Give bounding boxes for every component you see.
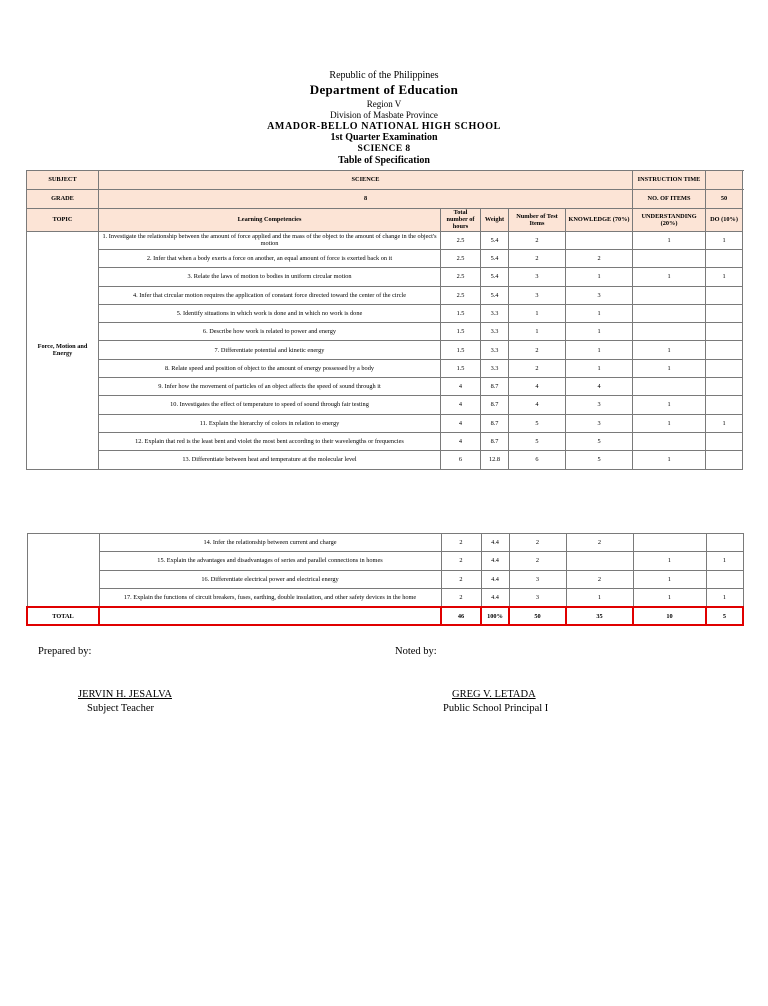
weight-cell: 8.7 (481, 396, 509, 414)
understanding-cell: 1 (633, 414, 706, 432)
principal-title: Public School Principal I (443, 703, 549, 714)
do-cell: 1 (706, 231, 743, 249)
knowledge-cell: 2 (566, 570, 633, 588)
weight-cell: 5.4 (481, 250, 509, 268)
total-items: 50 (509, 607, 566, 625)
knowledge-cell: 2 (566, 534, 633, 552)
knowledge-cell: 3 (566, 286, 633, 304)
knowledge-cell (566, 552, 633, 570)
hours-cell: 4 (441, 414, 481, 432)
knowledge-cell: 2 (566, 250, 633, 268)
table-row (27, 432, 743, 450)
competency-cell: 14. Infer the relationship between current and charge (99, 534, 441, 552)
hours-cell: 2.5 (441, 268, 481, 286)
principal-name: GREG V. LETADA (452, 689, 536, 700)
competency-cell: 5. Identify situations in which work is done and in which no work is done (99, 304, 441, 322)
weight-cell: 8.7 (481, 378, 509, 396)
instruction-time-label: INSTRUCTION TIME (633, 171, 706, 190)
competency-cell: 9. Infer how the movement of particles of an object affects the speed of sound through it (99, 378, 441, 396)
do-cell: 1 (706, 414, 743, 432)
competency-cell: 8. Relate speed and position of object to the amount of energy possessed by a body (99, 359, 441, 377)
do-cell: 1 (706, 588, 743, 607)
test-items-header: Number of Test Items (509, 209, 566, 232)
exam-title: 1st Quarter Examination (330, 132, 438, 143)
knowledge-cell: 1 (566, 323, 633, 341)
understanding-cell (633, 378, 706, 396)
items-cell: 3 (509, 570, 566, 588)
do-cell (706, 323, 743, 341)
do-cell (706, 396, 743, 414)
do-cell (706, 378, 743, 396)
knowledge-cell (566, 231, 633, 249)
understanding-cell: 1 (633, 341, 706, 359)
competency-cell: 3. Relate the laws of motion to bodies in uniform circular motion (99, 268, 441, 286)
subject-label: SUBJECT (27, 171, 99, 190)
understanding-cell: 1 (633, 451, 706, 469)
items-cell: 2 (509, 552, 566, 570)
table-row (27, 570, 743, 588)
subject-value: SCIENCE (99, 171, 633, 190)
understanding-cell (633, 250, 706, 268)
hours-cell: 2.5 (441, 250, 481, 268)
specification-table-bottom (26, 533, 744, 626)
table-row (27, 359, 743, 377)
understanding-cell: 1 (633, 359, 706, 377)
items-cell: 3 (509, 588, 566, 607)
table-row (27, 304, 743, 322)
weight-cell: 5.4 (481, 231, 509, 249)
table-row (27, 286, 743, 304)
teacher-title: Subject Teacher (87, 703, 154, 714)
specification-table-top (26, 170, 743, 470)
items-cell: 4 (509, 378, 566, 396)
table-row (27, 341, 743, 359)
weight-cell: 3.3 (481, 341, 509, 359)
grade-label: GRADE (27, 190, 99, 209)
competency-cell: 10. Investigates the effect of temperature to speed of sound through fair testing (99, 396, 441, 414)
weight-header: Weight (481, 209, 509, 232)
table-row (27, 268, 743, 286)
understanding-header: UNDERSTANDING (20%) (633, 209, 706, 232)
competency-cell: 4. Infer that circular motion requires the application of constant force directed toward the center of the circle (99, 286, 441, 304)
understanding-cell: 1 (633, 552, 706, 570)
knowledge-cell: 4 (566, 378, 633, 396)
do-cell (706, 432, 743, 450)
competency-cell: 11. Explain the hierarchy of colors in relation to energy (99, 414, 441, 432)
hours-cell: 1.5 (441, 304, 481, 322)
do-header: DO (10%) (706, 209, 743, 232)
hours-cell: 2.5 (441, 286, 481, 304)
total-hours: 46 (441, 607, 481, 625)
teacher-name: JERVIN H. JESALVA (78, 689, 172, 700)
do-cell (706, 359, 743, 377)
weight-cell: 4.4 (481, 552, 509, 570)
division-line: Division of Masbate Province (330, 110, 438, 120)
understanding-cell (633, 323, 706, 341)
competency-cell: 7. Differentiate potential and kinetic energy (99, 341, 441, 359)
items-cell: 3 (509, 286, 566, 304)
noted-by-label: Noted by: (395, 646, 437, 657)
hours-cell: 1.5 (441, 341, 481, 359)
do-cell (706, 534, 743, 552)
weight-cell: 3.3 (481, 323, 509, 341)
knowledge-cell: 1 (566, 359, 633, 377)
hours-header: Total number of hours (441, 209, 481, 232)
weight-cell: 12.8 (481, 451, 509, 469)
subject-title: SCIENCE 8 (357, 144, 411, 154)
competency-cell: 2. Infer that when a body exerts a force on another, an equal amount of force is exerted back on it (99, 250, 441, 268)
knowledge-cell: 5 (566, 432, 633, 450)
total-label: TOTAL (27, 607, 99, 625)
no-of-items-value: 50 (706, 190, 743, 209)
weight-cell: 4.4 (481, 534, 509, 552)
prepared-by-label: Prepared by: (38, 646, 92, 657)
topic-header: TOPIC (27, 209, 99, 232)
table-row (27, 534, 743, 552)
items-cell: 2 (509, 231, 566, 249)
competency-cell: 17. Explain the functions of circuit breakers, fuses, earthing, double insulation, and other safety devices in the home (99, 588, 441, 607)
weight-cell: 5.4 (481, 268, 509, 286)
items-cell: 5 (509, 432, 566, 450)
table-row (27, 552, 743, 570)
items-cell: 2 (509, 341, 566, 359)
knowledge-header: KNOWLEDGE (70%) (566, 209, 633, 232)
region-line: Region V (366, 99, 402, 109)
hours-cell: 2 (441, 534, 481, 552)
do-cell (706, 304, 743, 322)
topic-cell (27, 534, 99, 608)
do-cell (706, 570, 743, 588)
hours-cell: 2.5 (441, 231, 481, 249)
table-row (27, 414, 743, 432)
hours-cell: 2 (441, 570, 481, 588)
competency-cell: 15. Explain the advantages and disadvantages of series and parallel connections in homes (99, 552, 441, 570)
republic-line: Republic of the Philippines (329, 70, 439, 81)
no-of-items-label: NO. OF ITEMS (633, 190, 706, 209)
understanding-cell (633, 286, 706, 304)
competency-cell: 6. Describe how work is related to power and energy (99, 323, 441, 341)
understanding-cell (633, 304, 706, 322)
topic-cell: Force, Motion and Energy (27, 231, 99, 469)
competency-cell: 1. Investigate the relationship between the amount of force applied and the mass of the object to the amount of change in the object's motion (99, 231, 441, 249)
table-row (27, 451, 743, 469)
grade-value: 8 (99, 190, 633, 209)
items-cell: 4 (509, 396, 566, 414)
do-cell (706, 286, 743, 304)
knowledge-cell: 1 (566, 588, 633, 607)
do-cell (706, 451, 743, 469)
table-row (27, 378, 743, 396)
weight-cell: 5.4 (481, 286, 509, 304)
items-cell: 3 (509, 268, 566, 286)
total-blank (99, 607, 441, 625)
understanding-cell: 1 (633, 396, 706, 414)
hours-cell: 2 (441, 552, 481, 570)
total-weight: 100% (481, 607, 509, 625)
table-row (27, 588, 743, 607)
do-cell: 1 (706, 268, 743, 286)
table-row (27, 396, 743, 414)
hours-cell: 1.5 (441, 359, 481, 377)
understanding-cell: 1 (633, 588, 706, 607)
weight-cell: 4.4 (481, 588, 509, 607)
table-row (27, 323, 743, 341)
hours-cell: 4 (441, 396, 481, 414)
items-cell: 5 (509, 414, 566, 432)
knowledge-cell: 1 (566, 341, 633, 359)
weight-cell: 3.3 (481, 359, 509, 377)
competency-cell: 13. Differentiate between heat and temperature at the molecular level (99, 451, 441, 469)
total-row (27, 607, 743, 625)
school-name: AMADOR-BELLO NATIONAL HIGH SCHOOL (267, 121, 501, 132)
total-knowledge: 35 (566, 607, 633, 625)
understanding-cell (633, 432, 706, 450)
do-cell (706, 250, 743, 268)
items-cell: 2 (509, 534, 566, 552)
hours-cell: 1.5 (441, 323, 481, 341)
understanding-cell: 1 (633, 570, 706, 588)
knowledge-cell: 1 (566, 304, 633, 322)
hours-cell: 2 (441, 588, 481, 607)
items-cell: 1 (509, 304, 566, 322)
table-row (27, 250, 743, 268)
department-title: Department of Education (309, 82, 459, 97)
weight-cell: 8.7 (481, 414, 509, 432)
knowledge-cell: 3 (566, 414, 633, 432)
understanding-cell (633, 534, 706, 552)
instruction-time-value (706, 171, 743, 190)
hours-cell: 4 (441, 432, 481, 450)
items-cell: 1 (509, 323, 566, 341)
items-cell: 2 (509, 250, 566, 268)
understanding-cell: 1 (633, 268, 706, 286)
hours-cell: 4 (441, 378, 481, 396)
do-cell (706, 341, 743, 359)
table-row (27, 231, 743, 249)
hours-cell: 6 (441, 451, 481, 469)
competency-cell: 12. Explain that red is the least bent and violet the most bent according to their wavelengths or frequencies (99, 432, 441, 450)
weight-cell: 3.3 (481, 304, 509, 322)
weight-cell: 4.4 (481, 570, 509, 588)
total-do: 5 (706, 607, 743, 625)
knowledge-cell: 3 (566, 396, 633, 414)
items-cell: 2 (509, 359, 566, 377)
understanding-cell: 1 (633, 231, 706, 249)
document-title: Table of Specification (338, 155, 430, 166)
competencies-header: Learning Competencies (99, 209, 441, 232)
total-understanding: 10 (633, 607, 706, 625)
knowledge-cell: 5 (566, 451, 633, 469)
weight-cell: 8.7 (481, 432, 509, 450)
knowledge-cell: 1 (566, 268, 633, 286)
do-cell: 1 (706, 552, 743, 570)
items-cell: 6 (509, 451, 566, 469)
competency-cell: 16. Differentiate electrical power and electrical energy (99, 570, 441, 588)
